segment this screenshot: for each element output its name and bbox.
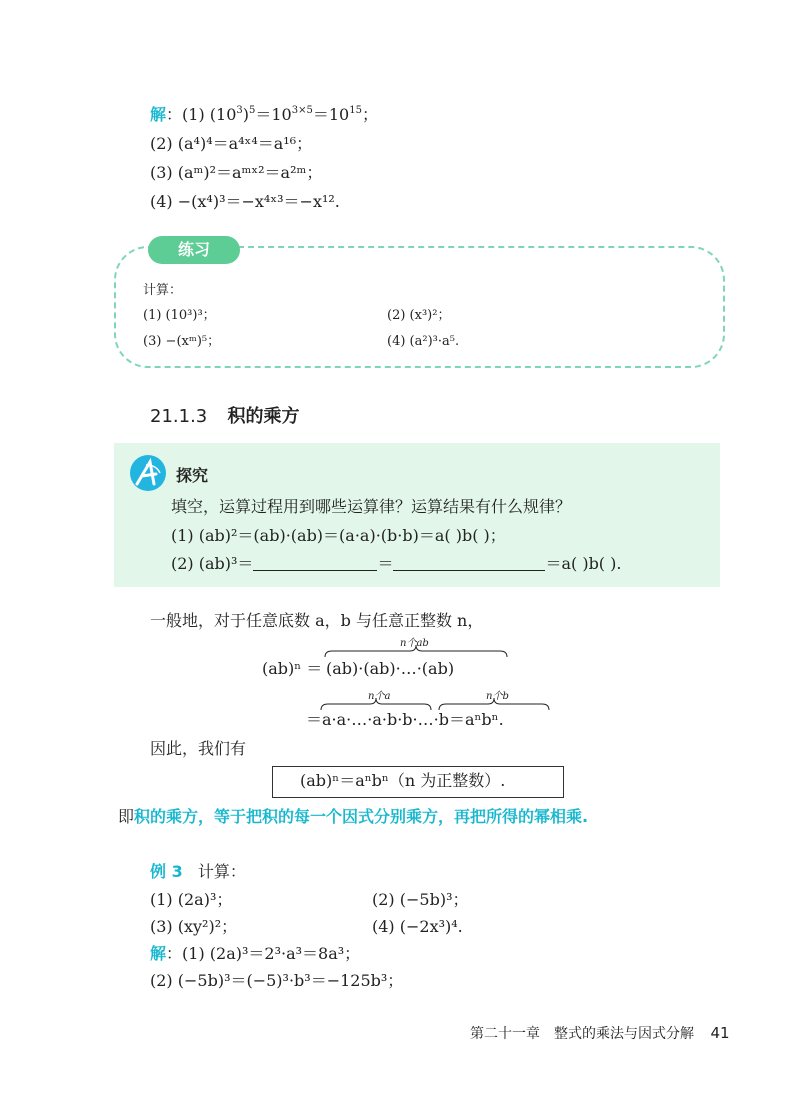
section-title: 积的乘方 [227,406,300,427]
brace-label-ab: n个ab [400,638,429,649]
page-footer [470,1023,730,1043]
overbrace-ab [324,644,508,658]
rule-text: 积的乘方，等于把积的每一个因式分别乘方，再把所得的幂相乘. [134,807,589,826]
practice-item-1: (1) (10³)³； [143,308,216,323]
explore-prompt: 填空，运算过程用到哪些运算律？运算结果有什么规律？ [171,497,572,516]
derivation-line-1-rhs: (ab)·(ab)·…·(ab) [326,659,455,678]
explore-title: 探究 [176,466,209,485]
example-item-1: (1) (2a)³； [150,890,233,909]
rule-prefix: 即 [118,807,135,826]
practice-item-3: (3) −(xᵐ)⁵； [143,334,221,349]
section-number: 21.1.3 [150,406,208,427]
solution-line-4: (4) −(x⁴)³＝−x⁴ˣ³＝−x¹². [150,192,340,211]
practice-item-2: (2) (x³)²； [387,308,451,323]
exponent: 15 [349,105,362,116]
fill-blank[interactable] [393,556,545,571]
explore-icon [130,455,166,491]
solution-line-2: (2) (a⁴)⁴＝a⁴ˣ⁴＝a¹⁶； [150,134,313,153]
q2-end: ＝a( )b( ). [545,554,622,573]
practice-tag: 练习 [148,236,240,264]
solution-line-3: (3) (aᵐ)²＝aᵐˣ²＝a²ᵐ； [150,163,323,182]
fill-blank[interactable] [253,556,377,571]
solution-text: ：(1) (10 [166,105,237,124]
page-number: 41 [710,1024,730,1042]
example-item-2: (2) (−5b)³； [372,890,469,909]
solution-text: ； [361,105,378,124]
solution-text: ＝10 [312,105,350,124]
example-solution-text: ：(1) (2a)³＝2³·a³＝8a³； [166,944,361,963]
solution-text: ＝10 [255,105,292,124]
example-header [150,861,246,883]
example-solution-label: 解 [150,944,167,963]
example-label: 例 3 [150,862,183,881]
derivation-line-2: ＝a·a·…·a·b·b·…·b＝aⁿbⁿ. [306,710,504,729]
explore-question-1: (1) (ab)²＝(ab)·(ab)＝(a·a)·(b·b)＝a( )b( )； [171,526,506,545]
practice-item-4: (4) (a²)³·a⁵. [387,334,460,349]
example-solution-2: (2) (−5b)³＝(−5)³·b³＝−125b³； [150,971,404,990]
exponent: 3 [236,105,243,116]
q2-start: (2) (ab)³＝ [171,554,254,573]
exponent: 3×5 [291,105,313,116]
derivation-line-1-lhs: (ab)ⁿ ＝ [262,659,323,678]
solution-line-1 [150,104,378,126]
solution-label: 解 [150,105,167,124]
q2-eq: ＝ [377,554,394,573]
section-heading [150,402,300,428]
exponent: 5 [249,105,256,116]
explore-question-2 [171,553,621,575]
solution-text: ) [242,105,249,124]
example-item-4: (4) (−2x³)⁴. [372,917,463,936]
therefore-text: 因此，我们有 [150,739,247,758]
derivation-intro: 一般地，对于任意底数 a，b 与任意正整数 n， [150,611,484,630]
example-item-3: (3) (xy²)²； [150,917,238,936]
example-task: 计算： [197,862,246,881]
footer-chapter: 第二十一章 整式的乘法与因式分解 [470,1026,694,1042]
example-solution-1 [150,943,360,965]
practice-intro: 计算： [143,283,183,298]
rule-statement [118,806,588,828]
formula-text: (ab)ⁿ＝aⁿbⁿ（n 为正整数）. [300,771,506,790]
brace-label-a: n个a [368,691,391,702]
brace-label-b: n个b [486,691,509,702]
